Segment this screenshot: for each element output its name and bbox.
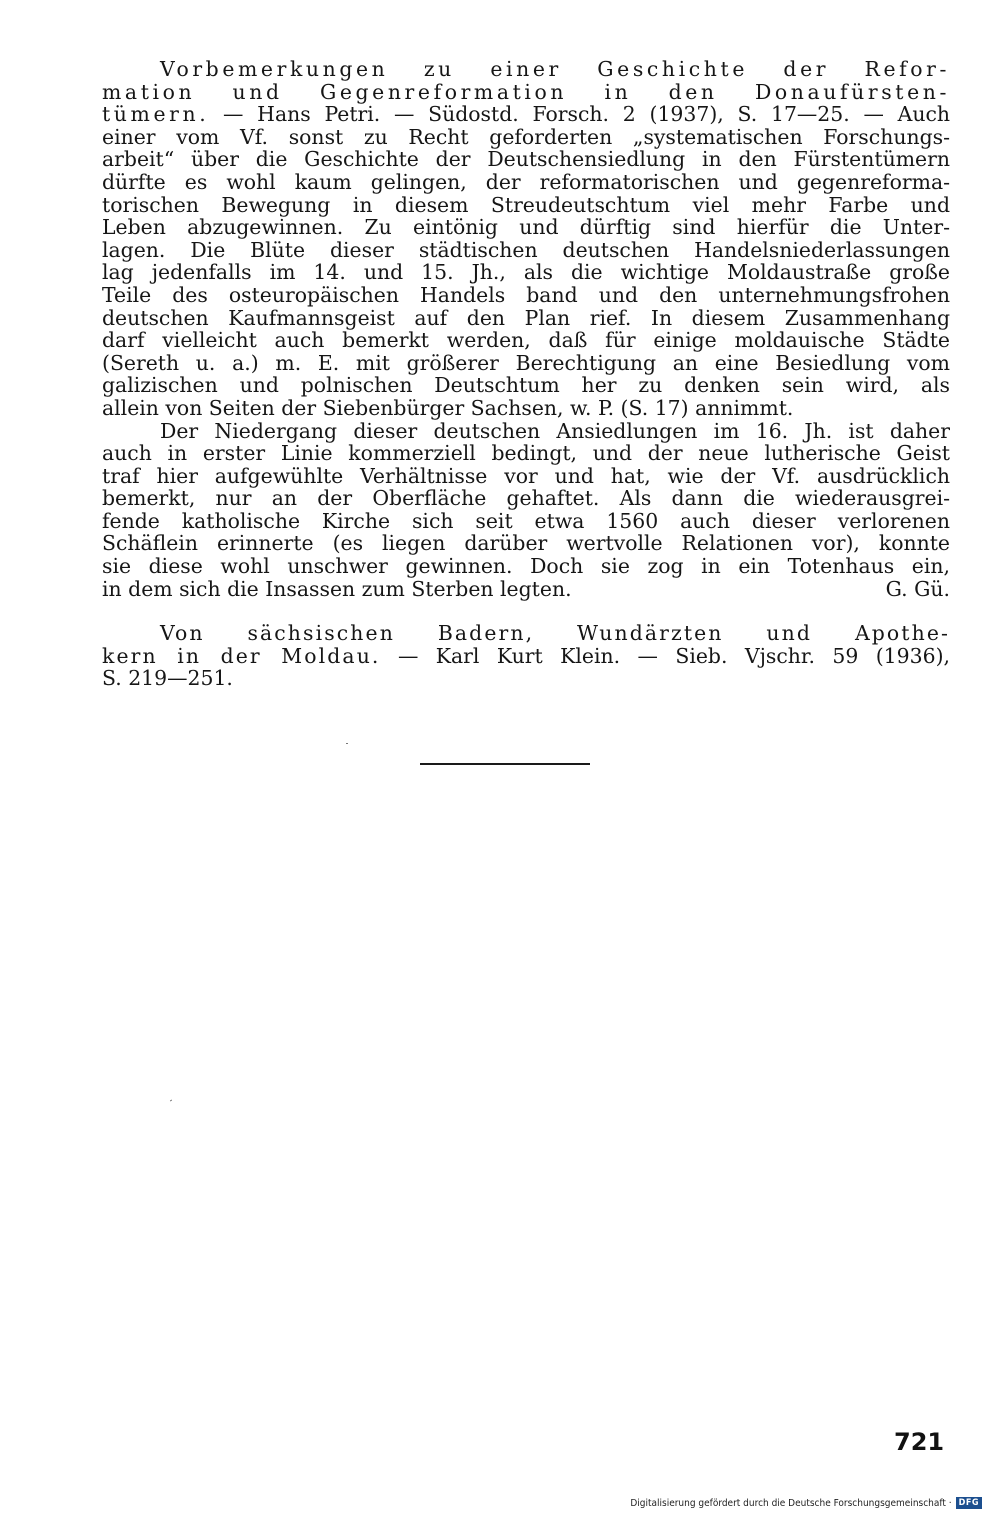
entry1-p1-line: darf vielleicht auch bemerkt werden, daß für einige moldauische Städte (102, 328, 950, 353)
entry1-p1-line: einer vom Vf. sonst zu Recht geforderten „systematischen Forschungs- (102, 124, 950, 149)
entry1-p2-line: auch in erster Linie kommerziell bedingt, und der neue lutherische Geist (102, 441, 950, 466)
entry1-p1-line: arbeit“ über die Geschichte der Deutschensiedlung in den Fürstentümern (102, 147, 950, 172)
entry1-heading-line3 (102, 103, 950, 126)
entry1-heading-line1 (102, 58, 950, 81)
entry1-p1-line: allein von Seiten der Siebenbürger Sachsen, w. P. (S. 17) annimmt. (102, 395, 794, 420)
entry2-title-part2: kern in der Moldau. (102, 643, 381, 668)
entry1-title-part3: tümern. (102, 102, 210, 127)
entry2-title-part1: Von sächsischen Badern, Wundärzten und Apothe- (160, 621, 950, 646)
text-column (102, 58, 950, 690)
entry1-p2-line: traf hier aufgewühlte Verhältnisse vor und hat, wie der Vf. ausdrücklich (102, 463, 950, 488)
entry1-p2-first-line (102, 420, 950, 443)
entry1-p1-line: (Sereth u. a.) m. E. mit größerer Berechtigung an eine Besiedlung vom (102, 350, 950, 375)
entry1-p2-line: fende katholische Kirche sich seit etwa 1560 auch dieser verlorenen (102, 508, 950, 533)
entry1-p1-line: deutschen Kaufmannsgeist auf den Plan rief. In diesem Zusammenhang (102, 305, 950, 330)
entry1-p2-line: bemerkt, nur an der Oberfläche gehaftet. Als dann die wiederausgrei- (102, 486, 950, 511)
entry1-p1-line: Leben abzugewinnen. Zu eintönig und dürftig sind hierfür die Unter- (102, 215, 950, 240)
entry2-citation: — Karl Kurt Klein. — Sieb. Vjschr. 59 (1936), (397, 643, 951, 668)
entry-gap (102, 600, 950, 622)
entry2-pages: S. 219—251. (102, 666, 233, 691)
entry1-p1-line: galizischen und polnischen Deutschtum her zu denken sein wird, als (102, 373, 950, 398)
entry1-p2-line: Schäflein erinnerte (es liegen darüber wertvolle Relationen vor), konnte (102, 531, 950, 556)
entry1-p1-line: lagen. Die Blüte dieser städtischen deutschen Handelsniederlassungen (102, 237, 950, 262)
scan-speck (170, 1100, 172, 1102)
entry1-last-line: in dem sich die Insassen zum Sterben legten. (102, 576, 572, 601)
entry1-p2-line: sie diese wohl unschwer gewinnen. Doch sie zog in ein Totenhaus ein, (102, 554, 950, 579)
entry2-heading-line2 (102, 645, 950, 668)
entry1-p1-line: lag jedenfalls im 14. und 15. Jh., als die wichtige Moldaustraße große (102, 260, 950, 285)
digitization-footer (630, 1497, 982, 1509)
page-number: 721 (894, 1428, 945, 1456)
footer-text: Digitalisierung gefördert durch die Deutsche Forschungsgemeinschaft · (630, 1497, 952, 1509)
entry1-p1-line: torischen Bewegung in diesem Streudeutschtum viel mehr Farbe und (102, 192, 950, 217)
section-rule (420, 763, 590, 765)
entry1-heading-line2 (102, 81, 950, 104)
entry1-final-line (102, 578, 950, 601)
entry1-title-part1: Vorbemerkungen zu einer Geschichte der Refor- (160, 57, 950, 81)
entry1-title-part2: mation und Gegenreformation in den Donaufürsten- (102, 79, 950, 104)
reviewer-signature: G. Gü. (885, 576, 950, 601)
scan-speck (346, 743, 348, 744)
dfg-logo-icon: DFG (956, 1497, 982, 1509)
entry1-p2-text: Der Niedergang dieser deutschen Ansiedlungen im 16. Jh. ist daher (160, 418, 950, 443)
entry1-citation: — Hans Petri. — Südostd. Forsch. 2 (1937), S. 17—25. — Auch (223, 102, 951, 127)
entry2-heading-line1 (102, 622, 950, 645)
entry1-p1-line: dürfte es wohl kaum gelingen, der reformatorischen und gegenreforma- (102, 169, 950, 194)
entry1-p1-line: Teile des osteuropäischen Handels band und den unternehmungsfrohen (102, 282, 950, 307)
